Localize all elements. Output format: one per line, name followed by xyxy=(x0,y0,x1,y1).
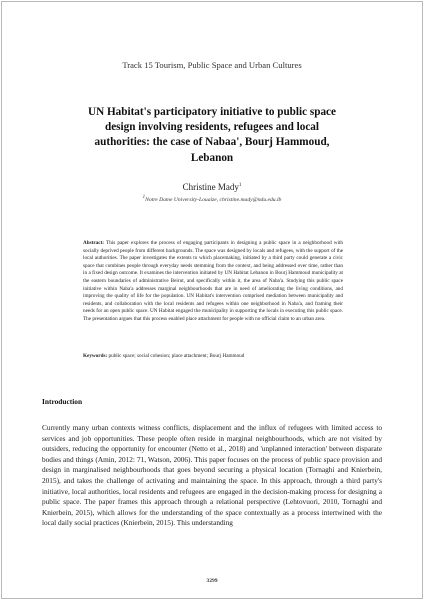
track-header: Track 15 Tourism, Public Space and Urban Cultures xyxy=(122,60,302,70)
abstract-text: This paper explores the process of engaging participants in designing a public space in a neighborhood with socially deprived people from different backgrounds. The space was designed by locals and refugees, with the support of the local authorities. The paper investigates the extents to which placemaking, initiated by a third party could generate a civic space that combines people through everyday needs stemming from the context, and being addressed over time, rather than in a fixed design outcome. It examines the intervention initiated by UN Habitat Lebanon in Bourj Hammoud municipality at the eastern boundaries of administrative Beirut, and specifically within it, the area of Naba'a. Studying this public space initiative within Naba'a addresses marginal neighbourhoods that are in need of ameliorating the living conditions, and improving the quality of life for the population. UN Habitat's intervention comprised mediation between municipality and residents, and collaboration with the local residents and refugees within one neighborhood in Naba'a, and framing their needs for an open public space. UN Habitat engaged the municipality in supporting the locals in executing this public space. The presentation argues that this process enabled place attachment for people with no official claim to an urban area. xyxy=(83,240,343,322)
introduction-heading: Introduction xyxy=(42,397,83,406)
affiliation-marker: 1 xyxy=(142,195,146,200)
keywords xyxy=(83,353,343,360)
author-name: Christine Mady xyxy=(182,182,239,192)
keywords-label: Keywords: xyxy=(83,353,108,359)
paper-title: UN Habitat's participatory initiative to public space design involving residents, refugees and local authorities: the case of Nabaa', Bourj Hammoud, Lebanon xyxy=(88,106,336,164)
abstract-label: Abstract: xyxy=(83,240,105,246)
author-marker: 1 xyxy=(238,183,242,188)
keywords-text: public space; social cohesion; place attachment; Bourj Hammoud xyxy=(107,353,245,359)
abstract xyxy=(83,240,343,324)
affiliation-text: Notre Dame University-Louaize, christine.mady@ndu.edu.lb xyxy=(145,196,282,203)
page-number: 3299 xyxy=(206,578,218,584)
author-line xyxy=(0,182,424,192)
introduction-text: Currently many urban contexts witness conflicts, displacement and the influx of refugees with limited access to services and job opportunities. These people often reside in marginal neighbourhoods, which are not visited by outsiders, reducing the opportunity for encounter (Netto et al., 2018) and 'unplanned interaction' between disparate bodies and things (Amin, 2012: 71, Watson, 2006). This paper focuses on the process of public space provision and design in marginalised neighbourhoods that goes beyond securing a physical location (Tornaghi and Knierbein, 2015), and takes the challenge of activating and maintaining the space. In this approach, through a third party's initiative, local authorities, local residents and refugees are engaged in the decision-making process for designing a public space. The paper frames this approach through a relational perspective (Lehtovuori, 2010, Tornaghi and Knierbein, 2015), which allows for the understanding of the space contextually as a process intertwined with the local daily social practices (Knierbein, 2015). This understanding xyxy=(42,423,382,528)
affiliation-line xyxy=(0,195,424,203)
